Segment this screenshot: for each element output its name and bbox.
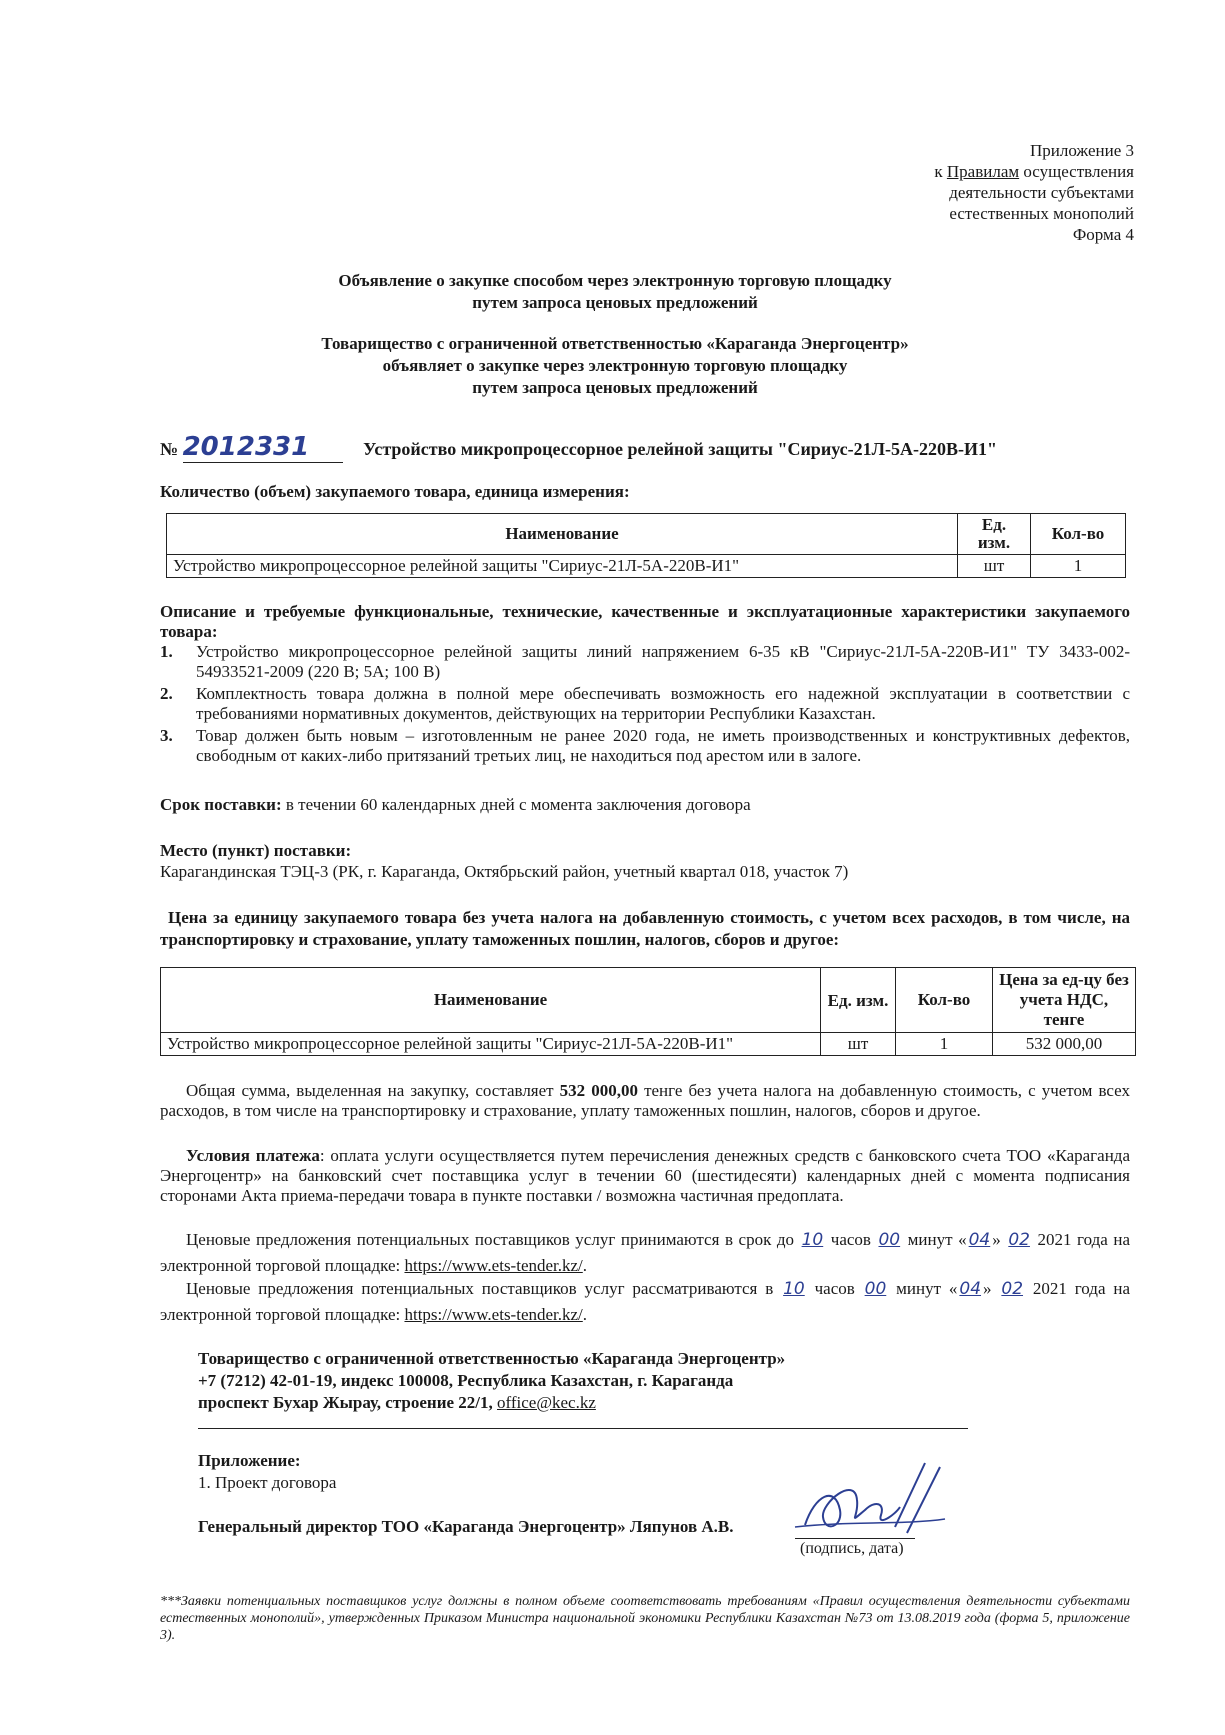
table-row xyxy=(161,1033,1136,1056)
col-unit: Ед. изм. xyxy=(821,968,896,1033)
list-item: 3. Товар должен быть новым – изготовленным не ранее 2020 года, не иметь производственных и конструктивных дефектов, свободным от каких-либо притязаний третьих лиц, не находиться под арестом или в залоге. xyxy=(160,726,1130,765)
header-appendix: Приложение 3 xyxy=(1030,141,1134,160)
table-header-row xyxy=(167,514,1126,555)
header-form: Форма 4 xyxy=(1072,225,1134,244)
rules-link[interactable]: Правилам xyxy=(946,162,1020,181)
cell-qty: 1 xyxy=(1031,555,1126,578)
lot-name: Устройство микропроцессорное релейной защиты "Сириус-21Л-5А-220В-И1" xyxy=(363,439,998,459)
description-section xyxy=(160,602,1130,766)
email-link[interactable]: office@kec.kz xyxy=(497,1393,596,1412)
col-unit: Ед. изм. xyxy=(958,514,1031,555)
list-item: 1. Устройство микропроцессорное релейной защиты линий напряжением 6-35 кВ "Сириус-21Л-5А-220В-И1" ТУ 3433-002-54933521-2009 (220 В; 5А; 100 В) xyxy=(160,642,1130,681)
contacts-block: Товарищество с ограниченной ответственностью «Караганда Энергоцентр» +7 (7212) 42-01-19, индекс 100008, Республика Казахстан, г. Караганда проспект Бухар Жырау, строение 22/1, office@kec.kz xyxy=(198,1348,968,1429)
review-deadline: Ценовые предложения потенциальных поставщиков услуг рассматриваются в 10 часов 00 минут « 04 » 02 2021 года на электронной торговой площадке: https://www.ets-tender.kz/. xyxy=(160,1279,1130,1324)
total-amount-paragraph: Общая сумма, выделенная на закупку, составляет 532 000,00 тенге без учета налога на добавленную стоимость, с учетом всех расходов, в том числе на транспортировку и страхование, уплату таможенных пошлин, налогов, сборов и другое. xyxy=(160,1081,1130,1120)
description-heading: Описание и требуемые функциональные, технические, качественные и эксплуатационные характеристики закупаемого товара: xyxy=(160,602,1130,641)
handwritten-signature xyxy=(785,1455,965,1545)
ets-tender-link[interactable]: https://www.ets-tender.kz/ xyxy=(404,1256,583,1275)
cell-name: Устройство микропроцессорное релейной защиты "Сириус-21Л-5А-220В-И1" xyxy=(167,555,958,578)
submission-deadline: Ценовые предложения потенциальных поставщиков услуг принимаются в срок до 10 часов 00 минут « 04 » 02 2021 года на электронной торговой площадке: https://www.ets-tender.kz/. xyxy=(160,1230,1130,1275)
price-table xyxy=(160,967,1136,1056)
review-minute: 00 xyxy=(864,1279,887,1299)
total-amount: 532 000,00 xyxy=(559,1081,638,1100)
announcement-title: Объявление о закупке способом через электронную торговую площадку путем запроса ценовых предложений xyxy=(338,271,892,312)
price-heading: Цена за единицу закупаемого товара без учета налога на добавленную стоимость, с учетом всех расходов, в том числе, на транспортировку и страхование, уплату таможенных пошлин, налогов, сборов и другое: xyxy=(160,908,1130,949)
deadline-month: 02 xyxy=(1008,1230,1030,1250)
cell-unit: шт xyxy=(821,1033,896,1056)
quantity-heading: Количество (объем) закупаемого товара, единица измерения: xyxy=(160,482,630,501)
col-name: Наименование xyxy=(167,514,958,555)
cell-price: 532 000,00 xyxy=(993,1033,1136,1056)
review-day: 04 xyxy=(959,1279,982,1299)
delivery-place: Место (пункт) поставки: Карагандинская ТЭЦ-3 (РК, г. Караганда, Октябрьский район, учетный квартал 018, участок 7) xyxy=(160,841,849,881)
form-header xyxy=(780,140,1134,245)
appendix: Приложение: 1. Проект договора xyxy=(198,1451,337,1492)
col-qty: Кол-во xyxy=(1031,514,1126,555)
lot-number: 2012331 xyxy=(183,432,343,463)
quantity-table xyxy=(166,513,1126,578)
organization-title: Товарищество с ограниченной ответственностью «Караганда Энергоцентр» объявляет о закупке через электронную торговую площадку путем запроса ценовых предложений xyxy=(321,334,909,397)
deadline-hour: 10 xyxy=(801,1230,824,1250)
payment-terms: Условия платежа: оплата услуги осуществляется путем перечисления денежных средств с банковского счета ТОО «Караганда Энергоцентр» на банковский счет поставщика услуг в течении 60 (шестидесяти) календарных дней с момента подписания сторонами Акта приема-передачи товара в пункте поставки / возможна частичная предоплата. xyxy=(160,1146,1130,1205)
signature-caption: (подпись, дата) xyxy=(800,1540,904,1557)
list-item: 2. Комплектность товара должна в полной мере обеспечивать возможность его надежной эксплуатации в соответствии с требованиями нормативных документов, действующих на территории Республики Казахстан. xyxy=(160,684,1130,723)
deadline-day: 04 xyxy=(968,1230,991,1250)
review-month: 02 xyxy=(1001,1279,1024,1299)
header-line4: естественных монополий xyxy=(949,204,1134,223)
lot-line xyxy=(160,432,1080,463)
col-name: Наименование xyxy=(161,968,821,1033)
header-rules: к Правилам осуществления xyxy=(934,162,1134,181)
table-header-row xyxy=(161,968,1136,1033)
col-price: Цена за ед-цу без учета НДС, тенге xyxy=(993,968,1136,1033)
footnote: ***Заявки потенциальных поставщиков услуг должны в полном объеме соответствовать требованиям «Правил осуществления деятельности субъектами естественных монополий», утвержденных Приказом Министра национальной экономики Республики Казахстан №73 от 13.08.2019 года (форма 5, приложение 3). xyxy=(160,1594,1130,1643)
ets-tender-link[interactable]: https://www.ets-tender.kz/ xyxy=(404,1305,583,1324)
col-qty: Кол-во xyxy=(896,968,993,1033)
review-hour: 10 xyxy=(783,1279,805,1299)
director-line: Генеральный директор ТОО «Караганда Энергоцентр» Ляпунов А.В. xyxy=(198,1517,734,1536)
cell-unit: шт xyxy=(958,555,1031,578)
table-row xyxy=(167,555,1126,578)
deadline-minute: 00 xyxy=(878,1230,901,1250)
delivery-term: Срок поставки: в течении 60 календарных дней с момента заключения договора xyxy=(160,795,751,814)
header-line3: деятельности субъектами xyxy=(949,183,1134,202)
cell-qty: 1 xyxy=(896,1033,993,1056)
lot-number-label: № xyxy=(160,439,179,459)
cell-name: Устройство микропроцессорное релейной защиты "Сириус-21Л-5А-220В-И1" xyxy=(161,1033,821,1056)
